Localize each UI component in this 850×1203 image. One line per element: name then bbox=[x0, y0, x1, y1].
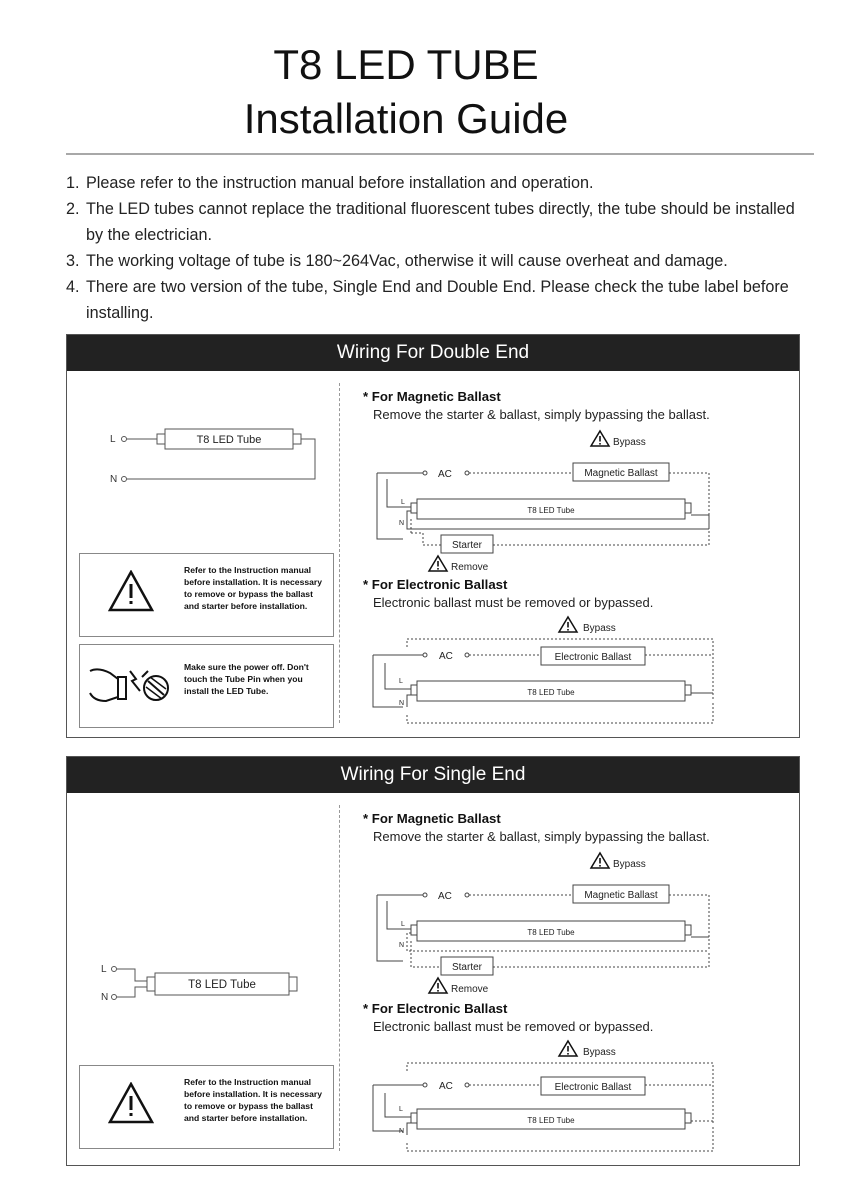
instruction-note-text: Refer to the Instruction manual before installation. It is necessary to remove or bypass the ballast and starter before installation. bbox=[184, 565, 323, 611]
bypass-label: Bypass bbox=[613, 859, 646, 870]
n-label: N bbox=[399, 1128, 405, 1135]
electronic-ballast-diagram bbox=[363, 1039, 763, 1155]
ac-label: AC bbox=[438, 469, 452, 480]
electronic-ballast-desc: Electronic ballast must be removed or bypassed. bbox=[373, 1019, 654, 1034]
instruction-item bbox=[66, 196, 826, 248]
magnetic-ballast-title: * For Magnetic Ballast bbox=[363, 389, 501, 404]
bypass-label: Bypass bbox=[583, 1047, 616, 1058]
tube-end-cap-left bbox=[147, 977, 155, 991]
tube-label: T8 LED Tube bbox=[527, 1116, 575, 1125]
double-end-section bbox=[66, 334, 800, 738]
magnetic-ballast-diagram bbox=[363, 851, 763, 999]
double-end-simple-diagram bbox=[97, 421, 337, 501]
remove-label: Remove bbox=[451, 562, 489, 573]
instruction-number: 2. bbox=[66, 200, 80, 218]
n-label: N bbox=[399, 942, 405, 949]
n-terminal-label: N bbox=[101, 992, 109, 1003]
tube-end-cap-right bbox=[293, 434, 301, 444]
electronic-ballast-label: Electronic Ballast bbox=[554, 652, 632, 663]
instruction-number: 1. bbox=[66, 174, 80, 192]
ac-label: AC bbox=[438, 891, 452, 902]
starter-label: Starter bbox=[451, 962, 483, 973]
l-terminal-label: L bbox=[110, 434, 116, 445]
electronic-ballast-label: Electronic Ballast bbox=[554, 1082, 632, 1093]
remove-label: Remove bbox=[451, 984, 489, 995]
tube-label: T8 LED Tube bbox=[196, 434, 262, 446]
page-subtitle: Installation Guide bbox=[243, 95, 569, 142]
instruction-item bbox=[66, 274, 826, 326]
n-terminal-icon bbox=[112, 995, 117, 1000]
ac-label: AC bbox=[439, 651, 453, 662]
instruction-item bbox=[66, 248, 826, 274]
instruction-note-box bbox=[79, 553, 334, 637]
warning-icon bbox=[108, 570, 154, 612]
magnetic-ballast-desc: Remove the starter & ballast, simply bypassing the ballast. bbox=[373, 829, 710, 844]
hand-shock-icon bbox=[88, 663, 174, 707]
bypass-label: Bypass bbox=[613, 437, 646, 448]
electronic-ballast-diagram bbox=[363, 615, 763, 727]
tube-label: T8 LED Tube bbox=[527, 688, 575, 697]
magnetic-ballast-desc: Remove the starter & ballast, simply bypassing the ballast. bbox=[373, 407, 710, 422]
tube-label: T8 LED Tube bbox=[527, 506, 575, 515]
l-label: L bbox=[401, 499, 405, 506]
instruction-text: There are two version of the tube, Single End and Double End. Please check the tube label before installing. bbox=[86, 278, 789, 322]
n-terminal-label: N bbox=[110, 474, 118, 485]
magnetic-ballast-label: Magnetic Ballast bbox=[584, 890, 658, 901]
electronic-ballast-desc: Electronic ballast must be removed or bypassed. bbox=[373, 595, 654, 610]
l-label: L bbox=[399, 1106, 403, 1113]
starter-label: Starter bbox=[451, 540, 483, 551]
double-end-heading: Wiring For Double End bbox=[67, 335, 799, 371]
instruction-list bbox=[66, 170, 826, 326]
instruction-note-text: Refer to the Instruction manual before installation. It is necessary to remove or bypass the ballast and starter before installation. bbox=[184, 1077, 323, 1123]
warning-icon bbox=[108, 1082, 154, 1124]
instruction-number: 3. bbox=[66, 252, 80, 270]
l-terminal-icon bbox=[112, 967, 117, 972]
single-end-heading: Wiring For Single End bbox=[67, 757, 799, 793]
l-label: L bbox=[399, 678, 403, 685]
n-terminal-icon bbox=[122, 477, 127, 482]
single-end-simple-diagram bbox=[95, 951, 335, 1011]
l-label: L bbox=[401, 921, 405, 928]
instruction-item bbox=[66, 170, 826, 196]
ac-label: AC bbox=[439, 1081, 453, 1092]
instruction-text: The working voltage of tube is 180~264Vac, otherwise it will cause overheat and damage. bbox=[86, 252, 728, 270]
n-label: N bbox=[399, 700, 405, 707]
instruction-note-box bbox=[79, 1065, 334, 1149]
magnetic-ballast-title: * For Magnetic Ballast bbox=[363, 811, 501, 826]
page-title: T8 LED TUBE bbox=[273, 41, 539, 88]
column-divider bbox=[339, 383, 340, 723]
title-divider bbox=[66, 153, 814, 155]
double-end-body bbox=[67, 371, 799, 737]
power-off-note-box bbox=[79, 644, 334, 728]
power-off-note-text: Make sure the power off. Don't touch the Tube Pin when you install the LED Tube. bbox=[184, 662, 309, 696]
ac-loop-wire bbox=[377, 473, 403, 539]
tube-label: T8 LED Tube bbox=[188, 979, 256, 991]
instruction-text: Please refer to the instruction manual before installation and operation. bbox=[86, 174, 594, 192]
l-terminal-label: L bbox=[101, 964, 107, 975]
single-end-section bbox=[66, 756, 800, 1166]
n-label: N bbox=[399, 520, 405, 527]
bypass-label: Bypass bbox=[583, 623, 616, 634]
tube-end-cap-left bbox=[157, 434, 165, 444]
single-end-body bbox=[67, 793, 799, 1165]
column-divider bbox=[339, 805, 340, 1151]
instruction-text: The LED tubes cannot replace the traditional fluorescent tubes directly, the tube should be installed by the electrician. bbox=[86, 200, 795, 244]
electronic-ballast-title: * For Electronic Ballast bbox=[363, 577, 508, 592]
magnetic-ballast-label: Magnetic Ballast bbox=[584, 468, 658, 479]
tube-label: T8 LED Tube bbox=[527, 928, 575, 937]
l-terminal-icon bbox=[122, 437, 127, 442]
instruction-number: 4. bbox=[66, 278, 80, 296]
tube-end-cap-right bbox=[289, 977, 297, 991]
magnetic-ballast-diagram bbox=[363, 429, 763, 577]
electronic-ballast-title: * For Electronic Ballast bbox=[363, 1001, 508, 1016]
